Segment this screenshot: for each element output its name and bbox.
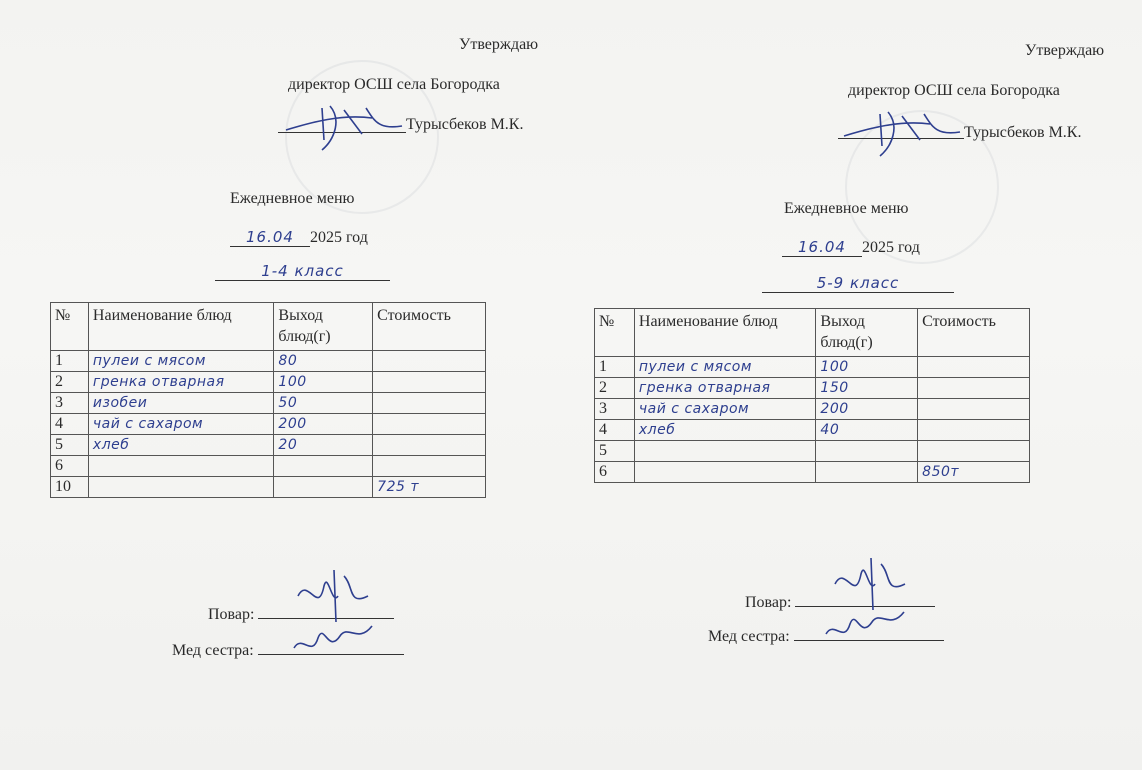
dish-name: пулеи с мясом <box>88 351 274 372</box>
director-signature-icon <box>840 106 970 162</box>
col-number: № <box>595 309 635 357</box>
approve-label: Утверждаю <box>459 36 539 53</box>
table-row <box>51 414 486 435</box>
dish-weight <box>274 477 373 498</box>
dish-name <box>88 477 274 498</box>
dish-name: гренка отварная <box>634 378 816 399</box>
dish-cost <box>373 393 486 414</box>
menu-table <box>50 302 486 498</box>
table-row <box>51 477 486 498</box>
row-number: 6 <box>51 456 89 477</box>
dish-cost <box>918 399 1030 420</box>
dish-cost <box>373 414 486 435</box>
menu-title: Ежедневное меню <box>230 190 355 207</box>
date-line <box>782 238 920 257</box>
dish-cost <box>373 456 486 477</box>
year-text: 2025 год <box>310 229 368 246</box>
director-title: директор ОСШ села Богородка <box>288 76 500 93</box>
row-number: 3 <box>51 393 89 414</box>
date-hand: 16.04 <box>230 228 310 247</box>
dish-weight: 200 <box>816 399 918 420</box>
table-row <box>51 435 486 456</box>
row-number: 1 <box>595 357 635 378</box>
menu-sheet-1-4 <box>0 0 570 770</box>
date-hand: 16.04 <box>782 238 862 257</box>
dish-name: изобеи <box>88 393 274 414</box>
dish-name: гренка отварная <box>88 372 274 393</box>
row-number: 6 <box>595 462 635 483</box>
table-row <box>595 357 1030 378</box>
dish-cost <box>918 441 1030 462</box>
dish-cost <box>373 351 486 372</box>
dish-weight: 100 <box>816 357 918 378</box>
table-row <box>595 441 1030 462</box>
row-number: 4 <box>51 414 89 435</box>
menu-table <box>594 308 1030 483</box>
nurse-signature-icon <box>288 614 378 664</box>
dish-weight: 20 <box>274 435 373 456</box>
dish-weight <box>816 441 918 462</box>
nurse-signature-field <box>258 636 404 655</box>
table-row <box>595 462 1030 483</box>
class-line <box>762 274 954 293</box>
row-number: 2 <box>51 372 89 393</box>
director-title: директор ОСШ села Богородка <box>848 82 1060 99</box>
class-hand: 5-9 класс <box>762 274 954 293</box>
cook-label: Повар: <box>745 594 792 611</box>
table-row <box>51 351 486 372</box>
approve-label: Утверждаю <box>1025 42 1105 59</box>
dish-name: хлеб <box>88 435 274 456</box>
class-line <box>215 262 390 281</box>
nurse-signature-field <box>794 622 944 641</box>
col-weight: Выход блюд(г) <box>816 309 918 357</box>
col-cost: Стоимость <box>373 303 486 351</box>
row-number: 1 <box>51 351 89 372</box>
row-number: 10 <box>51 477 89 498</box>
dish-weight: 200 <box>274 414 373 435</box>
nurse-signature-icon <box>820 600 910 650</box>
dish-name: чай с сахаром <box>634 399 816 420</box>
table-row <box>595 399 1030 420</box>
director-signature-icon <box>282 100 412 156</box>
director-signature-line <box>838 112 1138 162</box>
director-signature-line <box>278 106 558 156</box>
dish-name: пулеи с мясом <box>634 357 816 378</box>
table-row <box>595 378 1030 399</box>
table-header-row <box>595 309 1030 357</box>
table-row <box>51 456 486 477</box>
date-line <box>230 228 368 247</box>
dish-cost <box>918 357 1030 378</box>
dish-weight: 40 <box>816 420 918 441</box>
nurse-label: Мед сестра: <box>708 628 790 645</box>
row-number: 2 <box>595 378 635 399</box>
col-dish: Наименование блюд <box>634 309 816 357</box>
table-row <box>51 393 486 414</box>
row-number: 5 <box>595 441 635 462</box>
dish-name <box>634 462 816 483</box>
col-cost: Стоимость <box>918 309 1030 357</box>
table-row <box>51 372 486 393</box>
dish-cost: 850т <box>918 462 1030 483</box>
row-number: 4 <box>595 420 635 441</box>
dish-weight <box>274 456 373 477</box>
dish-name: хлеб <box>634 420 816 441</box>
director-name: Турысбеков М.К. <box>964 124 1082 141</box>
dish-weight <box>816 462 918 483</box>
menu-title: Ежедневное меню <box>784 200 909 217</box>
row-number: 3 <box>595 399 635 420</box>
dish-cost: 725 т <box>373 477 486 498</box>
nurse-line <box>708 622 944 646</box>
row-number: 5 <box>51 435 89 456</box>
nurse-line <box>172 636 404 660</box>
dish-weight: 100 <box>274 372 373 393</box>
table-row <box>595 420 1030 441</box>
cook-label: Повар: <box>208 606 255 623</box>
year-text: 2025 год <box>862 239 920 256</box>
dish-name <box>634 441 816 462</box>
dish-weight: 50 <box>274 393 373 414</box>
dish-cost <box>918 378 1030 399</box>
dish-cost <box>918 420 1030 441</box>
director-name: Турысбеков М.К. <box>406 116 524 133</box>
dish-cost <box>373 435 486 456</box>
menu-sheet-5-9 <box>570 0 1142 770</box>
dish-weight: 80 <box>274 351 373 372</box>
col-number: № <box>51 303 89 351</box>
dish-name <box>88 456 274 477</box>
col-dish: Наименование блюд <box>88 303 274 351</box>
dish-name: чай с сахаром <box>88 414 274 435</box>
nurse-label: Мед сестра: <box>172 642 254 659</box>
dish-weight: 150 <box>816 378 918 399</box>
table-header-row <box>51 303 486 351</box>
dish-cost <box>373 372 486 393</box>
class-hand: 1-4 класс <box>215 262 390 281</box>
col-weight: Выход блюд(г) <box>274 303 373 351</box>
